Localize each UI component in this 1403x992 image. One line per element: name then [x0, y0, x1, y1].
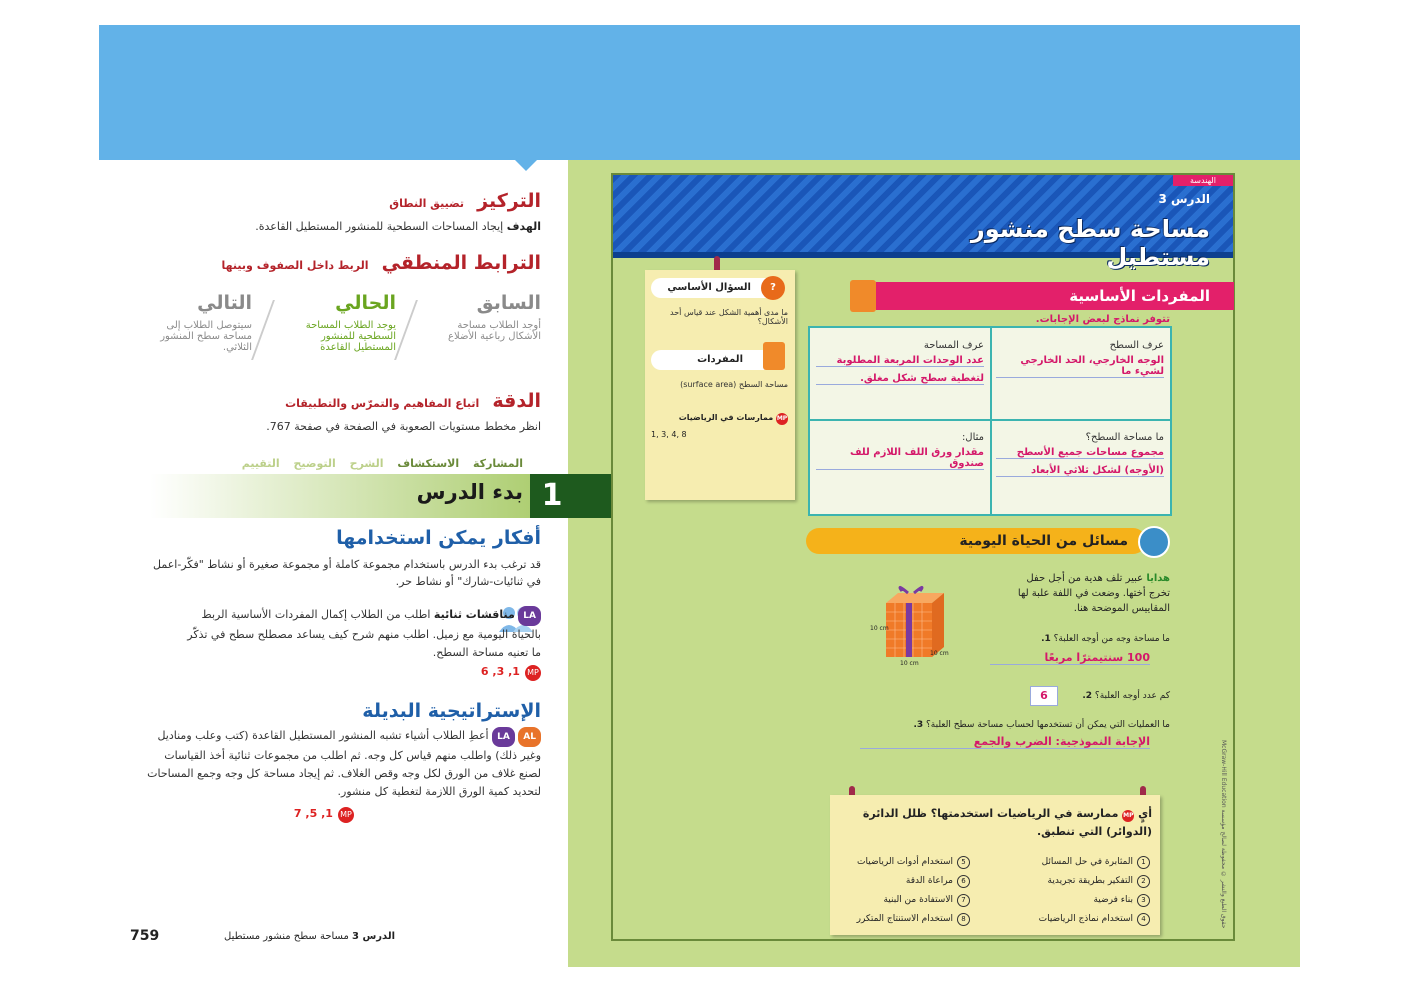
vocab-cell-label: مثال:: [961, 432, 984, 443]
grid-divider: [810, 419, 1170, 421]
subject-tab: الهندسة: [1173, 175, 1233, 186]
vocab-cell-answer: مجموع مساحات جميع الأسطح: [996, 447, 1164, 459]
practices-box: [830, 795, 1160, 935]
grid-divider: [990, 328, 992, 514]
option-circle[interactable]: 5: [957, 856, 970, 869]
vocab-cell: [816, 340, 984, 385]
previous-text: أوجد الطلاب مساحة الأشكال رباعية الأضلاع: [448, 320, 541, 342]
next-text: سيتوصل الطلاب إلى مساحة سطح المنشور الثلاثي.: [160, 320, 252, 353]
student-lesson-label: الدرس 3: [1158, 192, 1210, 206]
question-answer[interactable]: 100 سنتيمترًا مربعًا: [990, 651, 1150, 665]
practice-option[interactable]: [830, 891, 970, 910]
practice-option[interactable]: [830, 853, 970, 872]
practice-icon: MP: [338, 807, 354, 823]
question-number: 3.: [913, 720, 924, 730]
coherence-subtitle: الربط داخل الصفوف وبينها: [221, 259, 369, 272]
question-text: ما العمليات التي يمكن أن تستخدمها لحساب مساحة سطح العلبة؟: [926, 720, 1170, 730]
sticky-note: [645, 270, 795, 500]
vocab-grid: [808, 326, 1172, 516]
progression-current: [291, 292, 396, 353]
essential-question-text: ما مدى أهمية الشكل عند قياس أحد الأشكال؟: [670, 308, 788, 326]
essential-label-text: السؤال الأساسي: [667, 282, 751, 293]
alt-title: الإستراتيجية البديلة: [362, 700, 541, 722]
question-number: 2.: [1082, 691, 1093, 701]
copyright-text: حقوق الطبع والنشر © محفوظة لصالح مؤسسة McGraw-Hill Education: [1220, 740, 1227, 929]
question-1: [990, 634, 1170, 644]
question-number: 1.: [1041, 634, 1051, 644]
vocab-icon: [850, 280, 876, 312]
practice-option[interactable]: [1000, 872, 1150, 891]
option-text: بناء فرضية: [1093, 895, 1133, 905]
current-heading: الحالي: [335, 292, 396, 314]
option-circle[interactable]: 2: [1137, 875, 1150, 888]
ideas-text: قد ترغب بدء الدرس باستخدام مجموعة كاملة أو مجموعة صغيرة أو نشاط "فكّر-اعمل في ثنائيات-شارك" أو نشاط حر.: [153, 558, 541, 588]
lesson-steps: [223, 457, 523, 470]
band-notch: [515, 160, 537, 171]
key-vocab-title: المفردات الأساسية: [876, 282, 1234, 310]
pair-text: اطلب من الطلاب إكمال المفردات الأساسية الربط بالحياة اليومية مع زميل. اطلب منهم شرح كيف يساعد مصطلح سطح في تذكّر ما تعنيه مساحة السطح.: [187, 608, 541, 659]
practice-note-label: ممارسات في الرياضيات: [678, 413, 774, 422]
option-circle[interactable]: 4: [1137, 913, 1150, 926]
page-number: 759: [130, 928, 160, 944]
key-vocab-subtitle: تتوفر نماذج لبعض الإجابات.: [1035, 314, 1170, 325]
practice-option[interactable]: [830, 910, 970, 929]
pair-title: مناقشات ثنائية: [433, 608, 515, 621]
alt-practices: [284, 802, 354, 823]
vocab-cell: [816, 432, 984, 470]
pair-practices: [471, 660, 541, 681]
practices-question: [840, 805, 1152, 841]
pair-badge: LA: [518, 606, 541, 626]
vocab-cell-label: عرف السطح: [1109, 340, 1164, 351]
goal-label: الهدف: [506, 220, 541, 233]
footer-lesson-title: مساحة سطح منشور مستطيل: [224, 931, 349, 942]
launch-number: 1: [537, 476, 567, 516]
daily-intro-label: هدايا: [1146, 573, 1170, 584]
progression-arrow: [394, 300, 434, 360]
focus-title: التركيز: [477, 190, 541, 212]
practice-option[interactable]: [830, 872, 970, 891]
progression-arrow: [251, 300, 291, 360]
option-text: استخدام الاستنتاج المتكرر: [856, 914, 953, 924]
focus-subtitle: تضييق النطاق: [389, 197, 465, 210]
practice-option[interactable]: [1000, 891, 1150, 910]
question-icon: ?: [761, 276, 785, 300]
rigor-text: انظر مخطط مستويات الصعوبة في الصفحة في صفحة 767.: [266, 420, 541, 433]
alt-text: أعطِ الطلاب أشياء تشبه المنشور المستطيل القاعدة (كتب وعلب ومناديل وغير ذلك) واطلب منهم قياس كل وجه. ثم اطلب من مجموعات ثنائية أخذ القياسات لصنع غلاف من الورق لكل وجه وقص الغلاف. ثم إيجاد مساحة كل وجه وجمع المساحات لتحديد كمية الورق اللازمة لتغطية كل منشور.: [147, 729, 541, 798]
question-2: [1060, 691, 1170, 701]
vocab-label-text: المفردات: [697, 354, 743, 365]
question-3: [860, 720, 1170, 730]
current-text: يوجد الطلاب المساحة السطحية للمنشور المستطيل القاعدة: [305, 320, 396, 353]
option-text: المثابرة في حل المسائل: [1041, 857, 1133, 867]
box-height-label: 10 cm: [870, 625, 889, 632]
vocab-icon: [763, 342, 785, 370]
rigor-heading: [141, 390, 541, 412]
practice-icon: MP: [525, 665, 541, 681]
box-depth-label: 10 cm: [930, 650, 949, 657]
vocab-cell-answer: الوجه الخارجي، الحد الخارجي لشيء ما: [996, 355, 1164, 378]
option-text: استخدام أدوات الرياضيات: [857, 857, 953, 867]
practice-option[interactable]: [1000, 853, 1150, 872]
student-lesson-title: مساحة سطح منشور مستطيل: [970, 215, 1210, 271]
option-text: الاستفادة من البنية: [883, 895, 953, 905]
alt-badge-la: LA: [492, 727, 515, 747]
step-explore: الاستكشاف: [397, 457, 460, 470]
footer-lesson: [175, 931, 395, 942]
next-heading: التالي: [197, 292, 252, 314]
option-text: مراعاة الدقة: [905, 876, 953, 886]
vocab-cell: [996, 340, 1164, 378]
practices-column-left: [830, 853, 970, 929]
globe-icon: [1138, 526, 1170, 558]
practice-icon: MP: [776, 413, 788, 425]
vocab-cell-answer: لتغطية سطح شكل مغلق.: [816, 373, 984, 385]
ideas-title: أفكار يمكن استخدامها: [336, 527, 541, 549]
option-circle[interactable]: 6: [957, 875, 970, 888]
vocab-cell-answer: (الأوجه) لشكل ثلاثي الأبعاد: [996, 465, 1164, 477]
daily-title: مسائل من الحياة اليومية: [806, 528, 1146, 554]
vocab-cell-answer: عدد الوحدات المربعة المطلوبة: [816, 355, 984, 367]
progression-next: [147, 292, 252, 353]
step-explain: الشرح: [349, 457, 384, 470]
goal-text: إيجاد المساحات السطحية للمنشور المستطيل القاعدة.: [255, 220, 504, 233]
option-text: التفكير بطريقة تجريدية: [1047, 876, 1133, 886]
alt-badge-al: AL: [518, 727, 541, 747]
question-answer[interactable]: 6: [1030, 686, 1058, 706]
daily-intro-text: عبير تلف هدية من أجل حفل تخرج أختها. وضعت في اللفة علبة لها المقاييس الموضحة هنا.: [1017, 573, 1170, 614]
goal-line: [141, 220, 541, 233]
vocab-cell: [996, 432, 1164, 477]
vocab-cell-answer: مقدار ورق اللف اللازم للف صندوق: [816, 447, 984, 470]
alt-block: [141, 727, 541, 801]
essential-question-label: [651, 278, 783, 298]
question-text: كم عدد أوجه العلبة؟: [1094, 691, 1170, 701]
vocab-label: [651, 350, 783, 370]
practices-title: ممارسة في الرياضيات استخدمتها؟ ظلل الدائرة (الدوائر) التي تنطبق.: [862, 807, 1152, 838]
pair-practices-values: 1, 3, 6: [480, 665, 520, 678]
vocab-cell-label: عرف المساحة: [923, 340, 984, 351]
practices-prefix: أيٍ: [1138, 807, 1152, 820]
step-engage: المشاركة: [473, 457, 523, 470]
copyright-strip: [1213, 740, 1227, 935]
step-elaborate: التوضيح: [293, 457, 336, 470]
coherence-title: الترابط المنطقي: [381, 252, 541, 274]
option-circle[interactable]: 7: [957, 894, 970, 907]
focus-heading: [141, 190, 541, 212]
step-evaluate: التقييم: [241, 457, 280, 470]
practices-column-right: [1000, 853, 1150, 929]
rigor-subtitle: اتباع المفاهيم والتمرّس والتطبيقات: [285, 397, 480, 410]
launch-title: بدء الدرس: [416, 480, 523, 504]
box-width-label: 10 cm: [900, 660, 919, 667]
alt-practices-values: 1, 5, 7: [293, 807, 333, 820]
option-circle[interactable]: 3: [1137, 894, 1150, 907]
option-circle[interactable]: 8: [957, 913, 970, 926]
vocab-term: مساحة السطح (surface area): [680, 380, 788, 389]
rigor-title: الدقة: [492, 390, 541, 412]
practice-note-values: 1, 3, 4, 8: [651, 430, 687, 439]
coherence-heading: [121, 252, 541, 274]
footer-lesson-label: الدرس 3: [352, 931, 395, 942]
question-answer[interactable]: الإجابة النموذجية: الضرب والجمع: [860, 735, 1150, 749]
practice-icon: MP: [1122, 810, 1134, 822]
option-circle[interactable]: 1: [1137, 856, 1150, 869]
question-text: ما مساحة وجه من أوجه العلبة؟: [1053, 634, 1170, 644]
pair-block: [176, 606, 541, 662]
daily-intro: [1005, 571, 1170, 616]
practice-option[interactable]: [1000, 910, 1150, 929]
top-color-band: [99, 25, 1300, 160]
progression-previous: [436, 292, 541, 342]
practice-note: [653, 413, 788, 425]
previous-heading: السابق: [476, 292, 541, 314]
vocab-cell-label: ما مساحة السطح؟: [1085, 432, 1164, 443]
option-text: استخدام نماذج الرياضيات: [1038, 914, 1133, 924]
